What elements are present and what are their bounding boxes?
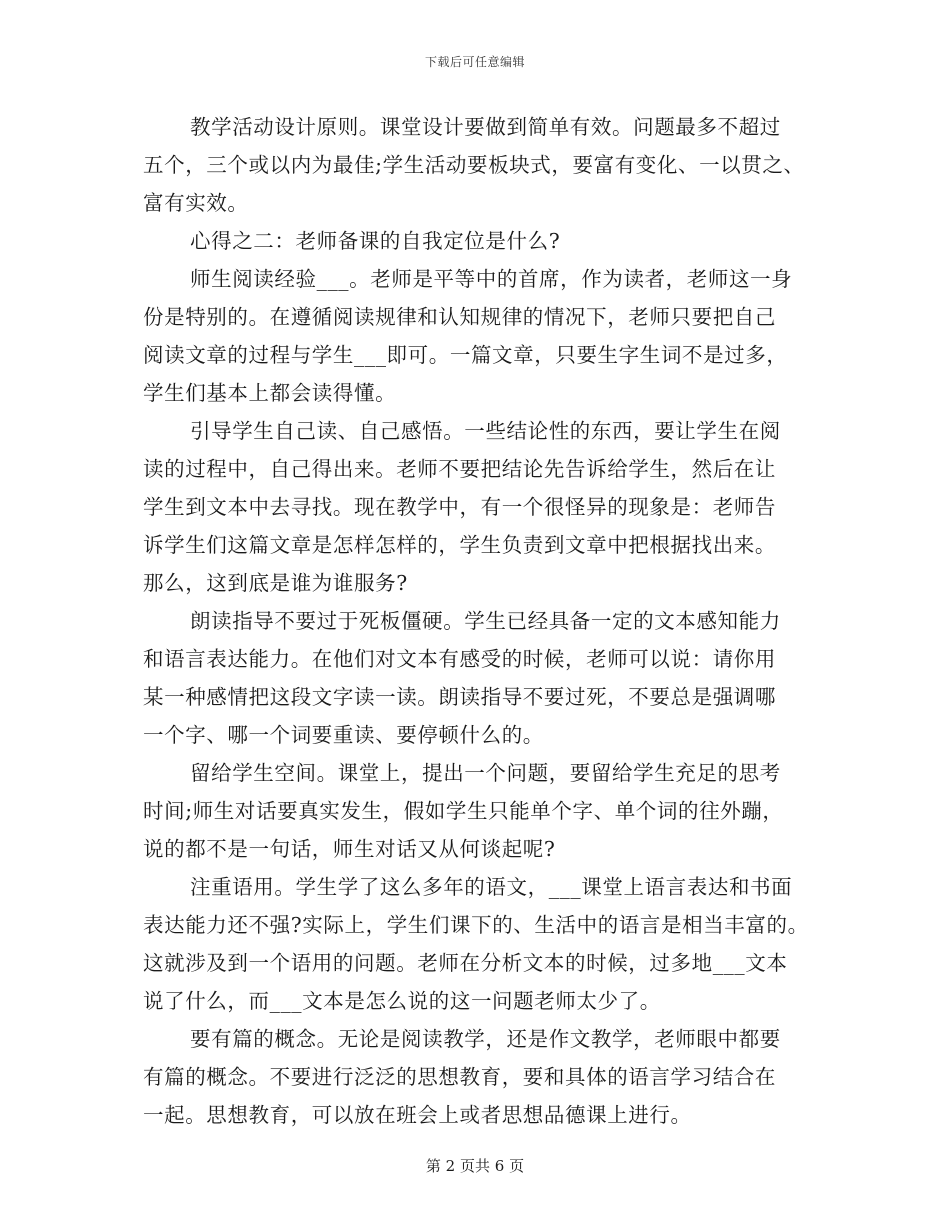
text-line: 引导学生自己读、自己感悟。一些结论性的东西，要让学生在阅	[190, 419, 781, 443]
text-line: 那么，这到底是谁为谁服务?	[143, 571, 408, 595]
text-line: 富有实效。	[143, 191, 249, 215]
text-line: 阅读文章的过程与学生___即可。一篇文章，只要生字生词不是过多，	[143, 343, 788, 367]
text-line: 师生阅读经验___。老师是平等中的首席，作为读者，老师这一身	[190, 267, 793, 291]
text-line: 某一种感情把这段文字读一读。朗读指导不要过死，不要总是强调哪	[143, 685, 776, 709]
text-line: 朗读指导不要过于死板僵硬。学生已经具备一定的文本感知能力	[190, 609, 781, 633]
text-line: 教学活动设计原则。课堂设计要做到简单有效。问题最多不超过	[190, 115, 781, 139]
text-line: 要有篇的概念。无论是阅读教学，还是作文教学，老师眼中都要	[190, 1027, 781, 1051]
document-body	[143, 108, 823, 1134]
text-line: 读的过程中，自己得出来。老师不要把结论先告诉给学生，然后在让	[143, 457, 776, 481]
text-line: 注重语用。学生学了这么多年的语文，___课堂上语言表达和书面	[190, 875, 793, 899]
page-number: 第 2 页共 6 页	[425, 1157, 525, 1175]
text-line: 诉学生们这篇文章是怎样怎样的，学生负责到文章中把根据找出来。	[143, 533, 776, 557]
section-heading: 心得之二：老师备课的自我定位是什么?	[190, 229, 561, 253]
text-line: 有篇的概念。不要进行泛泛的思想教育，要和具体的语言学习结合在	[143, 1065, 776, 1089]
page-header: 下载后可任意编辑	[424, 55, 525, 69]
text-line: 五个，三个或以内为最佳;学生活动要板块式，要富有变化、一以贯之、	[143, 153, 805, 177]
text-line: 说了什么，而___文本是怎么说的这一问题老师太少了。	[143, 989, 661, 1013]
text-line: 时间;师生对话要真实发生，假如学生只能单个字、单个词的往外蹦，	[143, 799, 784, 823]
text-line: 这就涉及到一个语用的问题。老师在分析文本的时候，过多地___文本	[143, 951, 788, 975]
text-line: 表达能力还不强?实际上，学生们课下的、生活中的语言是相当丰富的。	[143, 913, 809, 937]
text-line: 份是特别的。在遵循阅读规律和认知规律的情况下，老师只要把自己	[143, 305, 776, 329]
text-line: 说的都不是一句话，师生对话又从何谈起呢?	[143, 837, 556, 861]
text-line: 学生们基本上都会读得懂。	[143, 381, 397, 405]
text-line: 一起。思想教育，可以放在班会上或者思想品德课上进行。	[143, 1103, 692, 1127]
text-line: 一个字、哪一个词要重读、要停顿什么的。	[143, 723, 544, 747]
text-line: 和语言表达能力。在他们对文本有感受的时候，老师可以说：请你用	[143, 647, 776, 671]
text-line: 留给学生空间。课堂上，提出一个问题，要留给学生充足的思考	[190, 761, 781, 785]
text-line: 学生到文本中去寻找。现在教学中，有一个很怪异的现象是：老师告	[143, 495, 776, 519]
